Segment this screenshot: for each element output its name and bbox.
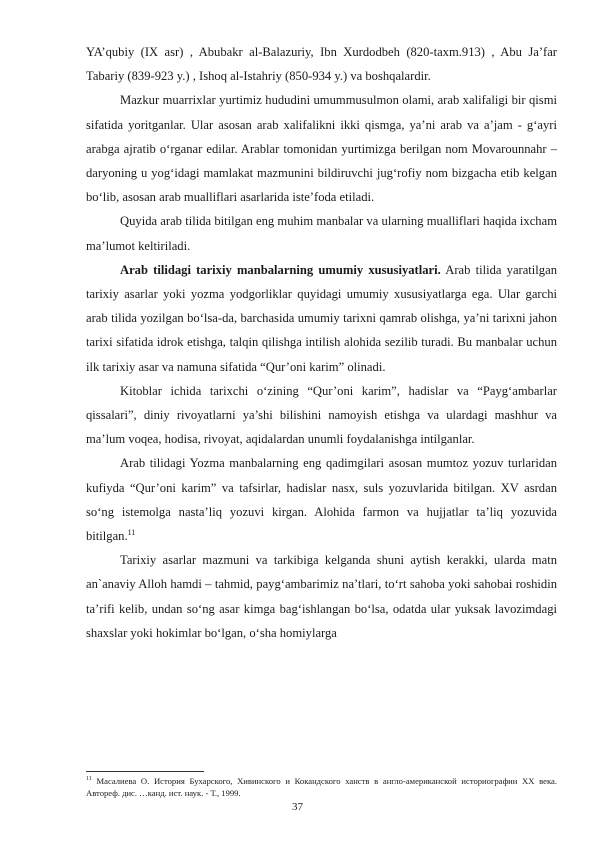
paragraph-text: Quyida arab tilida bitilgan eng muhim manbalar va ularning mualliflari haqida ixcham ma’lumot keltiriladi. xyxy=(86,214,557,253)
paragraph-3 xyxy=(86,209,557,257)
page-body xyxy=(86,40,557,645)
paragraph-text: Mazkur muarrixlar yurtimiz hududini umummusulmon olami, arab xalifaligi bir qismi sifatida yoritganlar. Ular asosan arab xalifalikni ikki qismga, ya’ni arab va a’jam - g‘ayri arabga ajratib o‘rganar edilar. Arablar tomonidan yurtimizga berilgan nom Movarounnahr – daryoning u yog‘idagi mamlakat mazmunini bildiruvchi jug‘rofiy nom bizgacha etib kelgan bo‘lib, asosan arab mualliflari asarlarida iste’foda etiladi. xyxy=(86,93,557,205)
paragraph-text: Kitoblar ichida tarixchi o‘zining “Qur’oni karim”, hadislar va “Payg‘ambarlar qissalari”, diniy rivoyatlarni ya’shi bilishini namoyish etishga va ulardagi mashhur va ma’lum voqea, hodisa, rivoyat, aqidalardan unumli foydalanishga intilganlar. xyxy=(86,383,557,447)
paragraph-text: Arab tilidagi Yozma manbalarning eng qadimgilari asosan mumtoz yozuv turlaridan kufiyda “Qur’oni karim” va tafsirlar, hadislar nasx, suls yozuvlarida bitilgan. XV asrdan so‘ng istemolga nasta’liq yozuvi kirgan. Alohida farmon va hujjatlar ta’liq yozuvida bitilgan. xyxy=(86,456,557,544)
paragraph-5 xyxy=(86,379,557,452)
paragraph-6 xyxy=(86,451,557,548)
section-heading: Arab tilidagi tarixiy manbalarning umumiy xususiyatlari. xyxy=(120,262,441,277)
footnote-text: Масалиева О. История Бухарского, Хивинского и Кокандского ханств в англо-американской историографии ХХ века. Автореф. дис. …канд. ист. наук. - Т., 1999. xyxy=(86,776,557,798)
footnote xyxy=(86,776,557,799)
footnote-divider xyxy=(86,771,204,772)
footnote-number: 11 xyxy=(86,776,92,783)
paragraph-text: Arab tilida yaratilgan tarixiy asarlar yoki yozma yodgorliklar quyidagi umumiy xususiyatlarga ega. Ular garchi arab tilida yozilgan bo‘lsa-da, barchasida umumiy tarixni qamrab olishga, ya’ni tarixni jahon tarixi sifatida idrok etishga, talqin qilishga intilish alohida sezilib turadi. Bu manbalar uchun ilk tarixiy asar va namuna sifatida “Qur’oni karim” olinadi. xyxy=(86,262,557,374)
paragraph-text: YA’qubiy (IX asr) , Abubakr al-Balazuriy, Ibn Xurdodbeh (820-taxm.913) , Abu Ja’far Tabariy (839-923 y.) , Ishoq al-Istahriy (850-934 y.) va boshqalardir. xyxy=(86,45,557,84)
paragraph-4 xyxy=(86,258,557,379)
paragraph-2 xyxy=(86,88,557,209)
paragraph-1 xyxy=(86,40,557,88)
paragraph-text: Tarixiy asarlar mazmuni va tarkibiga kelganda shuni aytish kerakki, ularda matn an`anaviy Alloh hamdi – tahmid, payg‘ambarimiz na’tlari, to‘rt sahoba yoki sahobai roshidin ta’rifi kelib, undan so‘ng asar kimga bag‘ishlangan bo‘lsa, odatda ular yuksak lavozimdagi shaxslar yoki hokimlar bo‘lgan, o‘sha homiylarga xyxy=(86,553,557,640)
page-number: 37 xyxy=(292,801,303,813)
footnote-reference[interactable]: 11 xyxy=(127,527,136,537)
paragraph-7 xyxy=(86,548,557,645)
